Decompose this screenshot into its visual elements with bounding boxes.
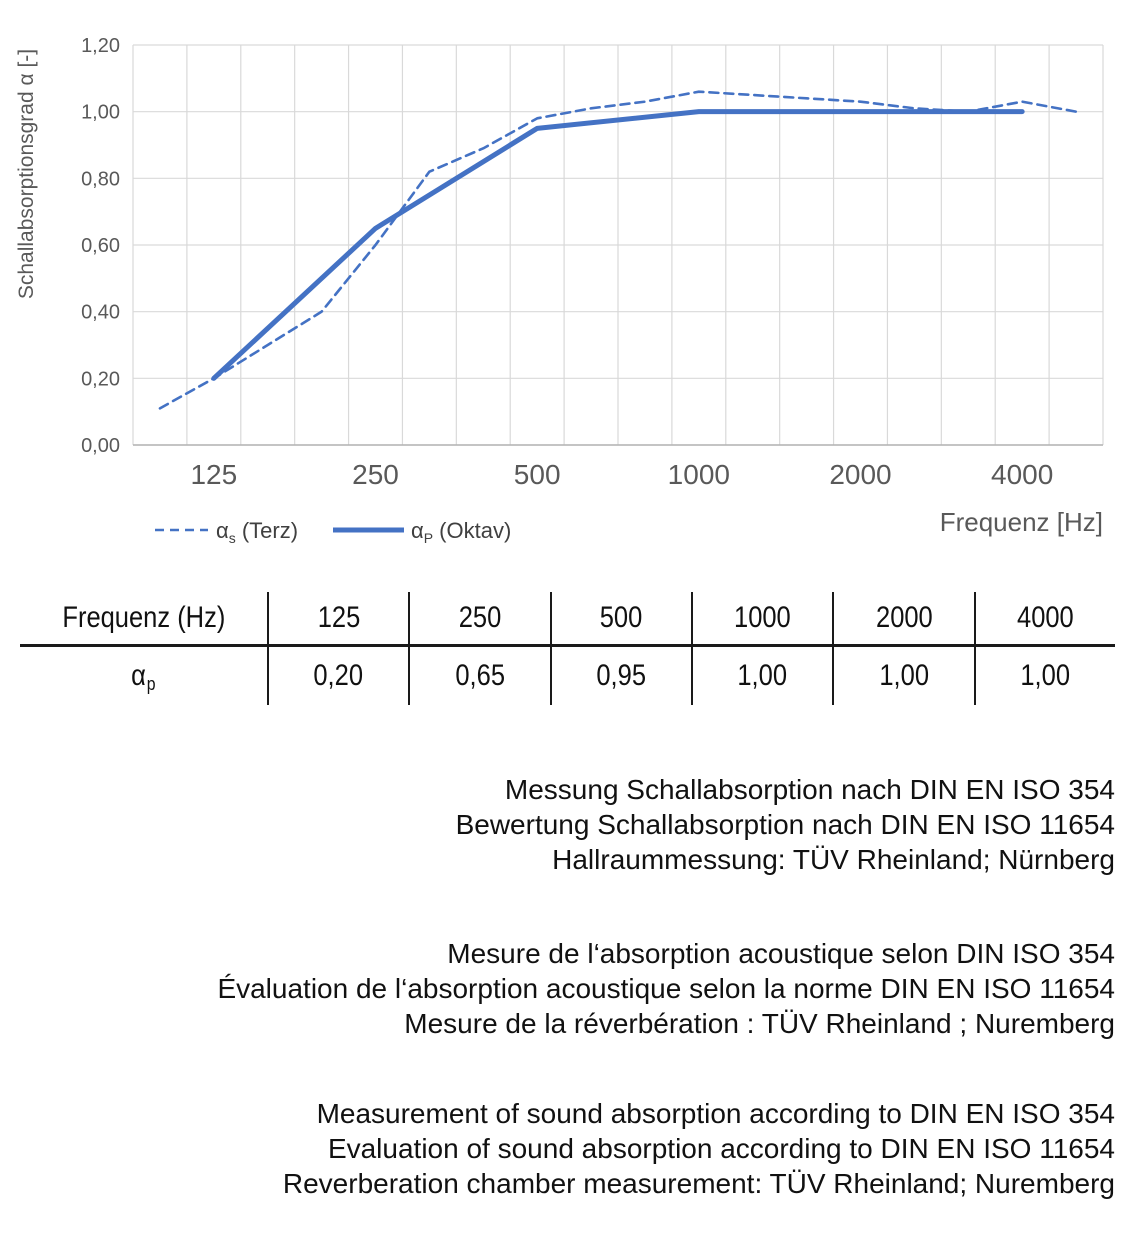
table-header-cell: 4000 (974, 592, 1115, 647)
table-value-cell: 1,00 (974, 647, 1115, 705)
note-line: Messung Schallabsorption nach DIN EN ISO 354 (504, 774, 1115, 805)
y-tick-label: 0,00 (81, 435, 120, 457)
note-line: Bewertung Schallabsorption nach DIN EN ISO 11654 (455, 809, 1115, 840)
absorption-chart (0, 0, 1135, 575)
table-header-frequency (20, 592, 267, 647)
note-line: Mesure de l‘absorption acoustique selon DIN ISO 354 (447, 938, 1115, 969)
table-header-cell: 2000 (832, 592, 973, 647)
legend-label: $\alpha_P$ (Oktav) (411, 518, 512, 546)
table-row-label-alpha-p (20, 647, 267, 705)
x-tick-label: 2000 (829, 459, 892, 490)
table-header-cell: 250 (408, 592, 549, 647)
table-value-cell: 1,00 (691, 647, 832, 705)
note-line: Mesure de la réverbération : TÜV Rheinland ; Nuremberg (404, 1008, 1115, 1039)
x-axis-title: Frequenz [Hz] (939, 507, 1103, 537)
x-tick-label: 1000 (667, 459, 730, 490)
table-header-cell: 500 (550, 592, 691, 647)
table-header-cell: 125 (267, 592, 408, 647)
notes-french (217, 936, 1115, 1041)
y-axis-title: Schallabsorptionsgrad α [-] (15, 48, 38, 300)
y-tick-label: 1,00 (81, 101, 120, 124)
alpha-symbol: α (131, 659, 147, 692)
note-line: Measurement of sound absorption according to DIN EN ISO 354 (316, 1098, 1115, 1129)
note-line: Reverberation chamber measurement: TÜV Rheinland; Nuremberg (282, 1168, 1115, 1199)
notes-english (283, 1096, 1115, 1201)
x-tick-label: 125 (190, 459, 238, 490)
table-value-cell: 0,20 (267, 647, 408, 705)
legend-label: $\alpha_s$ (Terz) (216, 518, 299, 546)
table-value-cell: 0,65 (408, 647, 549, 705)
notes-german (456, 772, 1115, 877)
y-tick-label: 1,20 (81, 35, 120, 57)
table-value-cell: 1,00 (832, 647, 973, 705)
x-tick-label: 4000 (991, 459, 1054, 490)
alpha-subscript: p (146, 673, 156, 695)
y-tick-label: 0,40 (81, 301, 120, 324)
note-line: Evaluation of sound absorption according to DIN EN ISO 11654 (327, 1133, 1115, 1164)
x-tick-label: 500 (513, 459, 561, 490)
y-tick-label: 0,80 (81, 168, 120, 191)
table-header-cell: 1000 (691, 592, 832, 647)
x-tick-label: 250 (352, 459, 399, 490)
note-line: Évaluation de l‘absorption acoustique selon la norme DIN EN ISO 11654 (217, 973, 1115, 1004)
y-tick-label: 0,60 (81, 235, 120, 257)
table-value-cell: 0,95 (550, 647, 691, 705)
y-tick-label: 0,20 (81, 368, 120, 391)
table-header-label: Frequenz (Hz) (62, 601, 225, 634)
note-line: Hallraummessung: TÜV Rheinland; Nürnberg (552, 844, 1115, 875)
absorption-table (20, 592, 1115, 705)
